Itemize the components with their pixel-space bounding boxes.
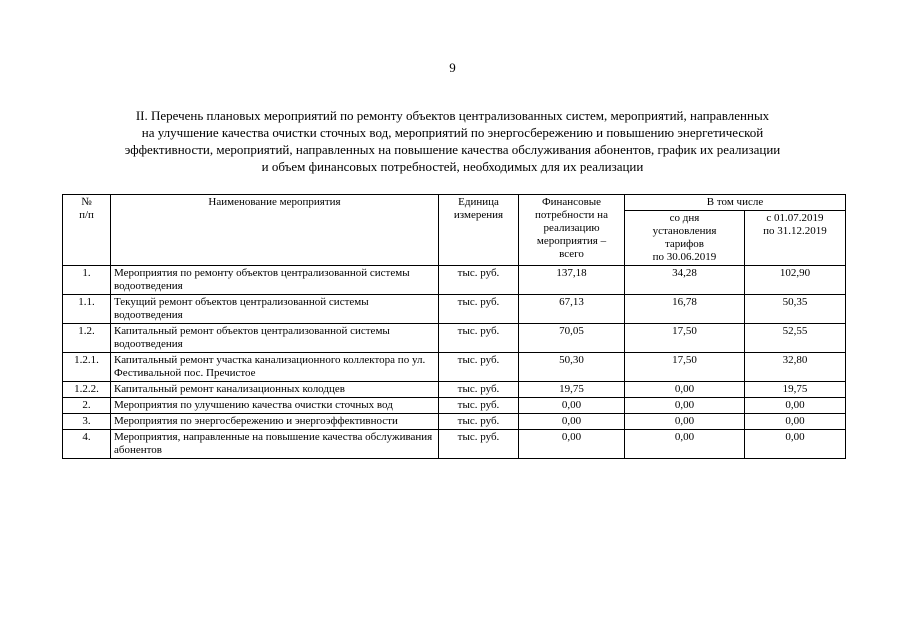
header-num: № п/п: [63, 195, 111, 266]
table-row: [63, 266, 846, 295]
row-period1: 0,00: [625, 398, 745, 414]
table-row: [63, 324, 846, 353]
row-num: 1.2.2.: [63, 382, 111, 398]
row-unit: тыс. руб.: [439, 295, 519, 324]
row-unit: тыс. руб.: [439, 324, 519, 353]
heading-line: II. Перечень плановых мероприятий по ремонту объектов централизованных систем, мероприятий, направленных: [135, 108, 770, 123]
table-row: [63, 398, 846, 414]
row-unit: тыс. руб.: [439, 398, 519, 414]
heading-line: на улучшение качества очистки сточных вод, мероприятий по энергосбережению и повышению энергетической: [141, 125, 764, 140]
heading-line: и объем финансовых потребностей, необходимых для их реализации: [261, 159, 644, 174]
row-num: 1.: [63, 266, 111, 295]
row-period1: 17,50: [625, 324, 745, 353]
row-period1: 0,00: [625, 382, 745, 398]
row-num: 4.: [63, 430, 111, 459]
header-unit: Единица измерения: [439, 195, 519, 266]
row-total: 0,00: [519, 414, 625, 430]
row-name: Капитальный ремонт канализационных колодцев: [111, 382, 439, 398]
table-header-row: [63, 195, 846, 211]
table-row: [63, 295, 846, 324]
row-period1: 34,28: [625, 266, 745, 295]
row-unit: тыс. руб.: [439, 414, 519, 430]
row-total: 137,18: [519, 266, 625, 295]
row-period2: 19,75: [745, 382, 846, 398]
row-num: 3.: [63, 414, 111, 430]
row-num: 1.2.: [63, 324, 111, 353]
table-row: [63, 414, 846, 430]
row-name: Мероприятия по улучшению качества очистки сточных вод: [111, 398, 439, 414]
row-unit: тыс. руб.: [439, 266, 519, 295]
row-total: 19,75: [519, 382, 625, 398]
row-total: 67,13: [519, 295, 625, 324]
header-period2: с 01.07.2019 по 31.12.2019: [745, 211, 846, 266]
table-row: [63, 353, 846, 382]
header-name: Наименование мероприятия: [111, 195, 439, 266]
row-num: 2.: [63, 398, 111, 414]
row-period2: 102,90: [745, 266, 846, 295]
table-body: [63, 266, 846, 459]
row-period1: 17,50: [625, 353, 745, 382]
row-name: Капитальный ремонт объектов централизованной системы водоотведения: [111, 324, 439, 353]
row-period2: 50,35: [745, 295, 846, 324]
row-unit: тыс. руб.: [439, 353, 519, 382]
header-including: В том числе: [625, 195, 846, 211]
row-period2: 0,00: [745, 430, 846, 459]
activities-table: [62, 194, 846, 459]
row-unit: тыс. руб.: [439, 382, 519, 398]
row-name: Мероприятия, направленные на повышение качества обслуживания абонентов: [111, 430, 439, 459]
section-heading: [60, 107, 845, 175]
header-finance: Финансовые потребности на реализацию мероприятия – всего: [519, 195, 625, 266]
table-row: [63, 430, 846, 459]
row-total: 70,05: [519, 324, 625, 353]
row-unit: тыс. руб.: [439, 430, 519, 459]
row-num: 1.2.1.: [63, 353, 111, 382]
row-name: Текущий ремонт объектов централизованной системы водоотведения: [111, 295, 439, 324]
row-num: 1.1.: [63, 295, 111, 324]
row-name: Капитальный ремонт участка канализационного коллектора по ул. Фестивальной пос. Пречистое: [111, 353, 439, 382]
row-period2: 32,80: [745, 353, 846, 382]
row-total: 50,30: [519, 353, 625, 382]
row-total: 0,00: [519, 430, 625, 459]
row-period1: 16,78: [625, 295, 745, 324]
row-total: 0,00: [519, 398, 625, 414]
row-period2: 0,00: [745, 414, 846, 430]
row-period2: 0,00: [745, 398, 846, 414]
page-number: 9: [449, 60, 456, 75]
row-period2: 52,55: [745, 324, 846, 353]
row-period1: 0,00: [625, 414, 745, 430]
header-period1: со дня установления тарифов по 30.06.2019: [625, 211, 745, 266]
row-name: Мероприятия по энергосбережению и энергоэффективности: [111, 414, 439, 430]
row-period1: 0,00: [625, 430, 745, 459]
heading-line: эффективности, мероприятий, направленных на повышение качества обслуживания абонентов, график их реализации: [124, 142, 781, 157]
row-name: Мероприятия по ремонту объектов централизованной системы водоотведения: [111, 266, 439, 295]
table-row: [63, 382, 846, 398]
